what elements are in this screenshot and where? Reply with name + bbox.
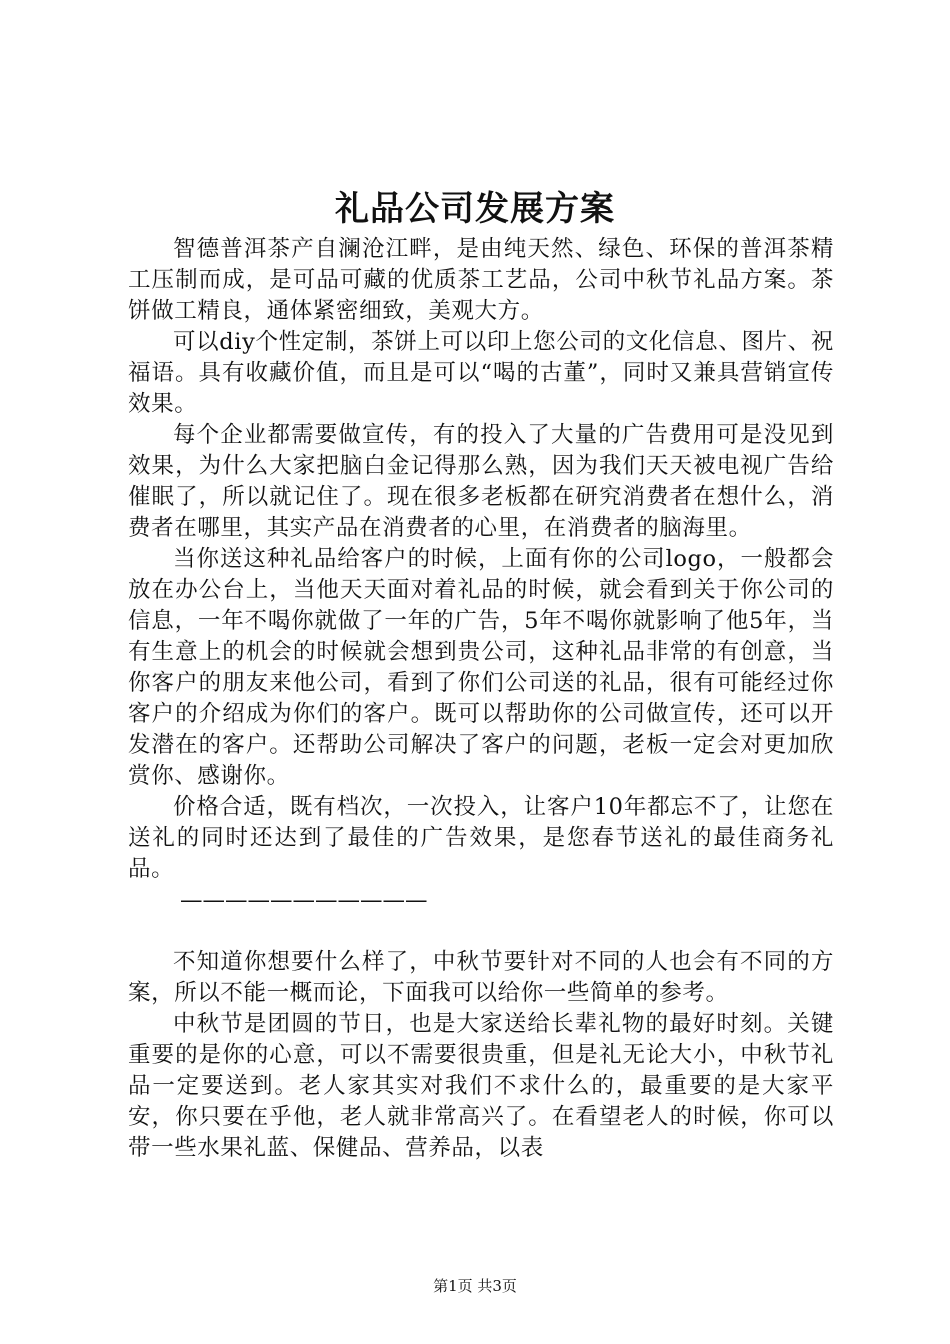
section-divider: ——————————— xyxy=(180,887,428,913)
document-title: 礼品公司发展方案 xyxy=(335,189,615,229)
paragraph-mid-autumn-intro: 不知道你想要什么样了，中秋节要针对不同的人也会有不同的方案，所以不能一概而论，下面我可以给你一些简单的参考。 xyxy=(128,949,834,1006)
paragraph-price: 价格合适，既有档次，一次投入，让客户10年都忘不了，让您在送礼的同时还达到了最佳的广告效果，是您春节送礼的最佳商务礼品。 xyxy=(128,794,834,882)
paragraph-tea-intro: 智德普洱茶产自澜沧江畔，是由纯天然、绿色、环保的普洱茶精工压制而成，是可品可藏的优质茶工艺品，公司中秋节礼品方案。茶饼做工精良，通体紧密细致，美观大方。 xyxy=(128,236,834,324)
paragraph-gift-logo: 当你送这种礼品给客户的时候，上面有你的公司logo，一般都会放在办公台上，当他天天面对着礼品的时候，就会看到关于你公司的信息，一年不喝你就做了一年的广告，5年不喝你就影响了他5年，当有生意上的机会的时候就会想到贵公司，这种礼品非常的有创意，当你客户的朋友来他公司，看到了你们公司送的礼品，很有可能经过你客户的介绍成为你们的客户。既可以帮助你的公司做宣传，还可以开发潜在的客户。还帮助公司解决了客户的问题，老板一定会对更加欣赏你、感谢你。 xyxy=(128,546,834,789)
document-body xyxy=(128,234,834,1164)
page-footer: 第1页 共3页 xyxy=(433,1277,517,1295)
paragraph-mid-autumn-elders: 中秋节是团圆的节日，也是大家送给长辈礼物的最好时刻。关键重要的是你的心意，可以不需要很贵重，但是礼无论大小，中秋节礼品一定要送到。老人家其实对我们不求什么的，最重要的是大家平安，你只要在乎他，老人就非常高兴了。在看望老人的时候，你可以带一些水果礼蓝、保健品、营养品，以表 xyxy=(128,1011,834,1161)
paragraph-diy-custom: 可以diy个性定制，茶饼上可以印上您公司的文化信息、图片、祝福语。具有收藏价值，而且是可以“喝的古董”，同时又兼具营销宣传效果。 xyxy=(128,329,834,417)
blank-line xyxy=(128,916,834,947)
paragraph-advertising: 每个企业都需要做宣传，有的投入了大量的广告费用可是没见到效果，为什么大家把脑白金记得那么熟，因为我们天天被电视广告给催眠了，所以就记住了。现在很多老板都在研究消费者在想什么，消费者在哪里，其实产品在消费者的心里，在消费者的脑海里。 xyxy=(128,422,834,541)
